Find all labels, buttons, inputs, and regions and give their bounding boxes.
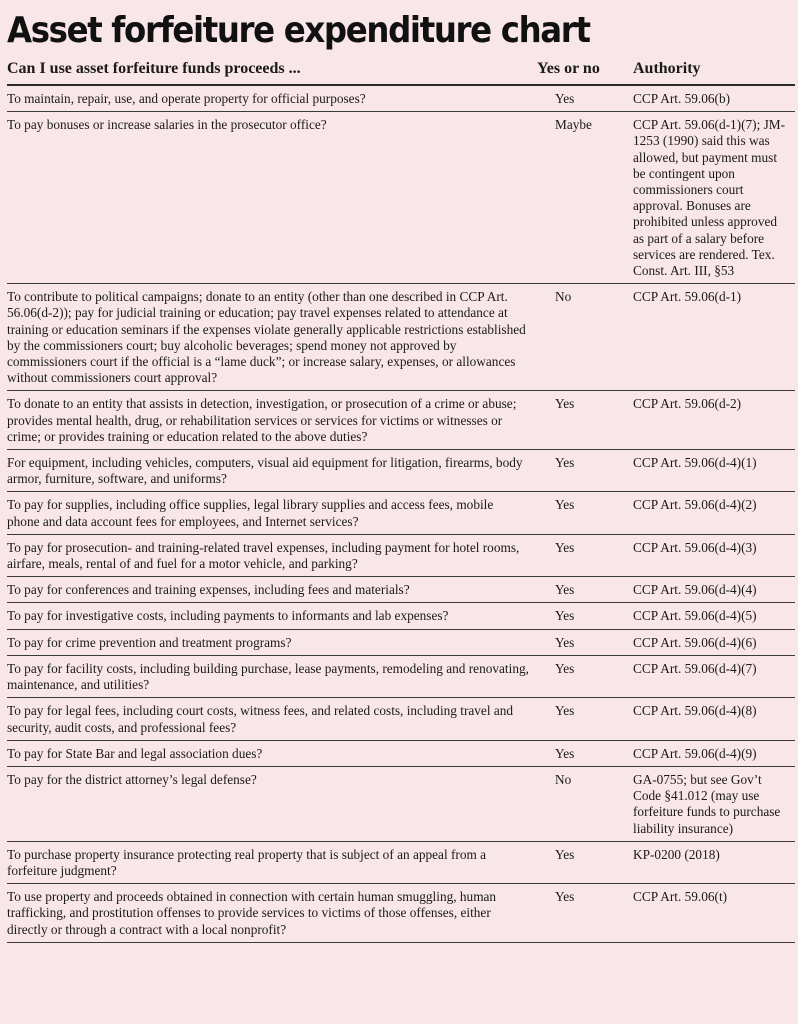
answer-cell: Yes bbox=[537, 450, 624, 492]
authority-cell: CCP Art. 59.06(d-4)(6) bbox=[624, 629, 795, 655]
table-row bbox=[7, 603, 795, 629]
answer-cell: Maybe bbox=[537, 112, 624, 284]
answer-cell: Yes bbox=[537, 603, 624, 629]
question-cell: To purchase property insurance protecting real property that is subject of an appeal from a forfeiture judgment? bbox=[7, 841, 537, 883]
authority-cell: CCP Art. 59.06(t) bbox=[624, 884, 795, 943]
authority-cell: CCP Art. 59.06(d-4)(1) bbox=[624, 450, 795, 492]
answer-cell: No bbox=[537, 766, 624, 841]
question-cell: To use property and proceeds obtained in connection with certain human smuggling, human trafficking, and prostitution offenses to provide services to victims of those offenses, either directly or through a contract with a local nonprofit? bbox=[7, 884, 537, 943]
table-row bbox=[7, 577, 795, 603]
authority-cell: CCP Art. 59.06(b) bbox=[624, 85, 795, 112]
table-row bbox=[7, 284, 795, 391]
authority-cell: CCP Art. 59.06(d-1) bbox=[624, 284, 795, 391]
authority-cell: GA-0755; but see Gov’t Code §41.012 (may use forfeiture funds to purchase liability insurance) bbox=[624, 766, 795, 841]
table-row bbox=[7, 492, 795, 534]
header-question: Can I use asset forfeiture funds proceeds ... bbox=[7, 52, 537, 85]
authority-cell: CCP Art. 59.06(d-2) bbox=[624, 391, 795, 450]
question-cell: To contribute to political campaigns; donate to an entity (other than one described in CCP Art. 56.06(d-2)); pay for judicial training or education; pay travel expenses related to attendance at training or education seminars if the expenses violate generally applicable restrictions established by the commissioners court; buy alcoholic beverages; spend money not approved by commissioners court if the official is a “lame duck”; or increase salary, expenses, or allowances without commissioners court approval? bbox=[7, 284, 537, 391]
authority-cell: CCP Art. 59.06(d-4)(4) bbox=[624, 577, 795, 603]
answer-cell: Yes bbox=[537, 85, 624, 112]
answer-cell: No bbox=[537, 284, 624, 391]
table-row bbox=[7, 884, 795, 943]
authority-cell: CCP Art. 59.06(d-4)(3) bbox=[624, 534, 795, 576]
question-cell: To pay for crime prevention and treatment programs? bbox=[7, 629, 537, 655]
answer-cell: Yes bbox=[537, 884, 624, 943]
answer-cell: Yes bbox=[537, 492, 624, 534]
question-cell: To pay for supplies, including office supplies, legal library supplies and access fees, mobile phone and data account fees for employees, and Internet services? bbox=[7, 492, 537, 534]
answer-cell: Yes bbox=[537, 740, 624, 766]
table-row bbox=[7, 766, 795, 841]
question-cell: To pay for the district attorney’s legal defense? bbox=[7, 766, 537, 841]
table-row bbox=[7, 450, 795, 492]
question-cell: To pay for facility costs, including building purchase, lease payments, remodeling and renovating, maintenance, and utilities? bbox=[7, 655, 537, 697]
authority-cell: CCP Art. 59.06(d-1)(7); JM-1253 (1990) said this was allowed, but payment must be contingent upon commissioners court approval. Bonuses are prohibited unless approved as part of a salary before services are rendered. Tex. Const. Art. III, §53 bbox=[624, 112, 795, 284]
question-cell: To pay for prosecution- and training-related travel expenses, including payment for hotel rooms, airfare, meals, rental of and fuel for a motor vehicle, and parking? bbox=[7, 534, 537, 576]
question-cell: For equipment, including vehicles, computers, visual aid equipment for litigation, firearms, body armor, furniture, software, and uniforms? bbox=[7, 450, 537, 492]
table-header-row bbox=[7, 52, 795, 85]
table-row bbox=[7, 655, 795, 697]
authority-cell: CCP Art. 59.06(d-4)(9) bbox=[624, 740, 795, 766]
authority-cell: KP-0200 (2018) bbox=[624, 841, 795, 883]
question-cell: To donate to an entity that assists in detection, investigation, or prosecution of a crime or abuse; provides mental health, drug, or rehabilitation services or services for victims or witnesses or crime; or provides training or education related to the above duties? bbox=[7, 391, 537, 450]
question-cell: To pay for legal fees, including court costs, witness fees, and related costs, including travel and security, audit costs, and professional fees? bbox=[7, 698, 537, 740]
answer-cell: Yes bbox=[537, 655, 624, 697]
question-cell: To maintain, repair, use, and operate property for official purposes? bbox=[7, 85, 537, 112]
authority-cell: CCP Art. 59.06(d-4)(2) bbox=[624, 492, 795, 534]
authority-cell: CCP Art. 59.06(d-4)(5) bbox=[624, 603, 795, 629]
question-cell: To pay for investigative costs, including payments to informants and lab expenses? bbox=[7, 603, 537, 629]
table-row bbox=[7, 841, 795, 883]
table-row bbox=[7, 698, 795, 740]
page-title: Asset forfeiture expenditure chart bbox=[7, 10, 590, 51]
header-authority: Authority bbox=[624, 52, 795, 85]
table-row bbox=[7, 112, 795, 284]
question-cell: To pay for State Bar and legal association dues? bbox=[7, 740, 537, 766]
header-answer: Yes or no bbox=[537, 52, 624, 85]
authority-cell: CCP Art. 59.06(d-4)(8) bbox=[624, 698, 795, 740]
answer-cell: Yes bbox=[537, 391, 624, 450]
authority-cell: CCP Art. 59.06(d-4)(7) bbox=[624, 655, 795, 697]
table-row bbox=[7, 740, 795, 766]
answer-cell: Yes bbox=[537, 577, 624, 603]
table-row bbox=[7, 534, 795, 576]
question-cell: To pay for conferences and training expenses, including fees and materials? bbox=[7, 577, 537, 603]
answer-cell: Yes bbox=[537, 698, 624, 740]
answer-cell: Yes bbox=[537, 534, 624, 576]
table-row bbox=[7, 391, 795, 450]
expenditure-table bbox=[7, 52, 795, 943]
question-cell: To pay bonuses or increase salaries in the prosecutor office? bbox=[7, 112, 537, 284]
answer-cell: Yes bbox=[537, 629, 624, 655]
answer-cell: Yes bbox=[537, 841, 624, 883]
table-row bbox=[7, 629, 795, 655]
table-row bbox=[7, 85, 795, 112]
